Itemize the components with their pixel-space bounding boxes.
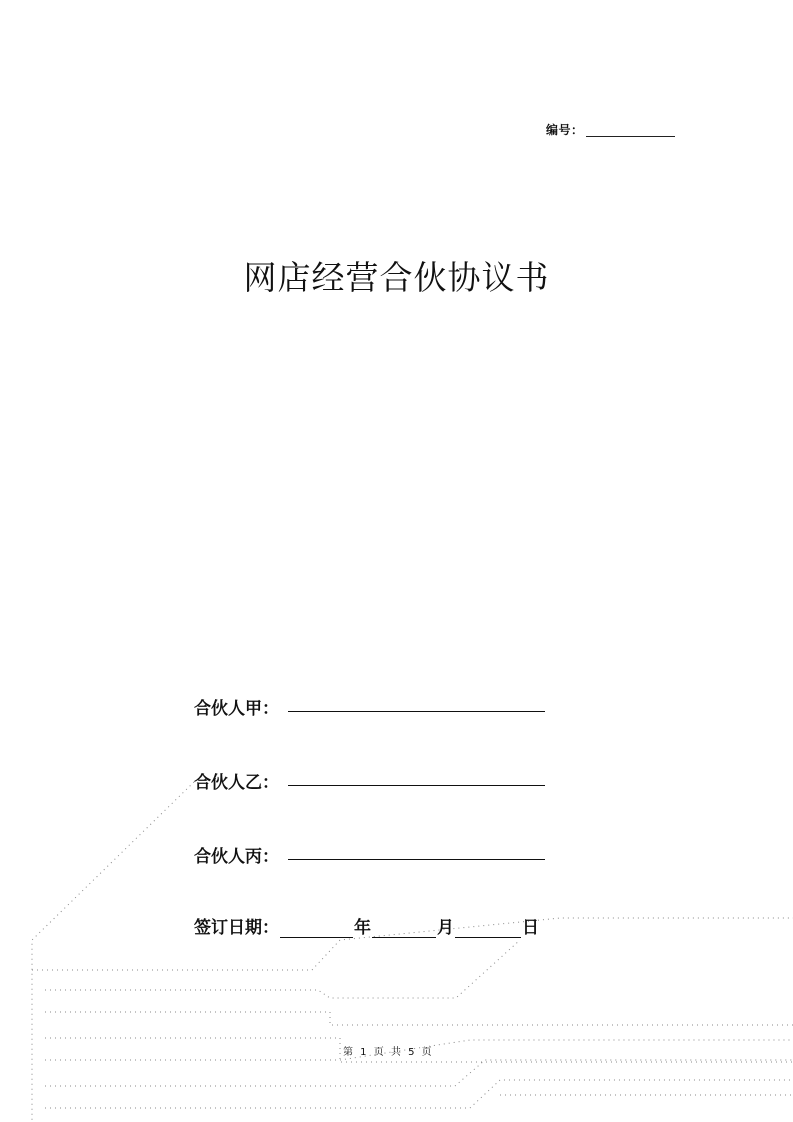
signing-date — [194, 913, 539, 938]
signing-date-label: 签订日期： — [194, 918, 279, 938]
party-c-blank — [288, 859, 545, 860]
party-a-blank — [288, 711, 545, 712]
day-blank — [455, 923, 521, 938]
doc-number-blank — [586, 136, 675, 137]
month-blank — [372, 923, 436, 938]
day-label: 日 — [522, 918, 539, 938]
party-a-label: 合伙人甲： — [194, 699, 279, 719]
year-label: 年 — [354, 918, 371, 938]
party-b-blank — [288, 785, 545, 786]
party-c-label: 合伙人丙： — [194, 847, 279, 867]
document-title: 网店经营合伙协议书 — [243, 258, 550, 297]
page-footer: 第 1 页 共 5 页 — [343, 1047, 434, 1058]
party-b-label: 合伙人乙： — [194, 773, 279, 793]
year-blank — [280, 923, 353, 938]
doc-number-label: 编号： — [546, 123, 584, 137]
month-label: 月 — [437, 918, 454, 938]
